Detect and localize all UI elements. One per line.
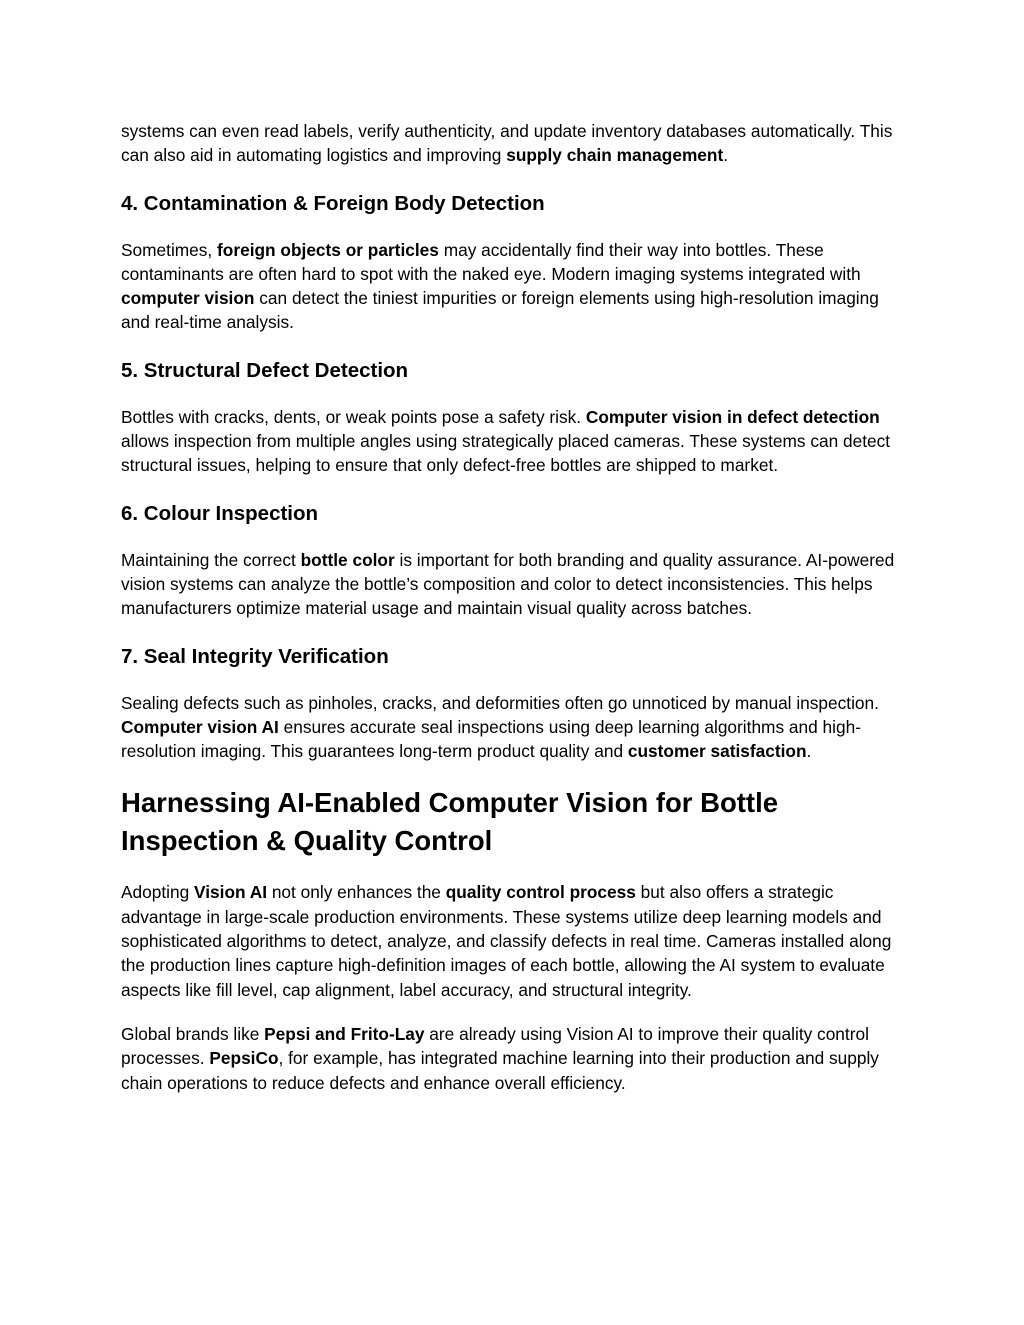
harnessing-paragraph-2: Global brands like Pepsi and Frito-Lay are already using Vision AI to improve their quality control processes. PepsiCo, for example, has integrated machine learning into their production and supply chain operations to reduce defects and enhance overall efficiency. — [121, 1023, 879, 1093]
section-paragraph-seal: Sealing defects such as pinholes, cracks, and deformities often go unnoticed by manual inspection. Computer vision AI ensures accurate seal inspections using deep learning algorithms and high-resolution imaging. This guarantees long-term product quality and customer satisfaction. — [121, 692, 879, 762]
bold-phrase: Vision AI — [194, 882, 268, 903]
bold-phrase: Computer vision in defect detection — [585, 406, 880, 427]
bold-phrase: foreign objects or particles — [217, 239, 439, 260]
section-paragraph-colour: Maintaining the correct bottle color is important for both branding and quality assurance. AI-powered vision systems can analyze the bottle’s composition and color to detect inconsistencies. This helps manufacturers optimize material usage and maintain visual quality across batches. — [121, 549, 895, 619]
section-heading-seal: 7. Seal Integrity Verification — [121, 644, 389, 668]
bold-phrase: supply chain management — [506, 145, 724, 166]
bold-phrase: Pepsi and Frito-Lay — [264, 1023, 425, 1044]
bold-phrase: computer vision — [121, 288, 255, 309]
intro-paragraph: systems can even read labels, verify authenticity, and update inventory databases automatically. This can also aid in automating logistics and improving supply chain management. — [121, 121, 893, 166]
harnessing-paragraph-1: Adopting Vision AI not only enhances the quality control process but also offers a strategic advantage in large-scale production environments. These systems utilize deep learning models and sophisticated algorithms to detect, analyze, and classify defects in real time. Cameras installed along the production lines capture high-definition images of each bottle, allowing the AI system to evaluate aspects like fill level, cap alignment, label accuracy, and structural integrity. — [121, 882, 892, 1000]
bold-phrase: bottle color — [300, 549, 395, 570]
document-page — [121, 119, 911, 1095]
section-paragraph-structural: Bottles with cracks, dents, or weak points pose a safety risk. Computer vision in defect detection allows inspection from multiple angles using strategically placed cameras. These systems can detect structural issues, helping to ensure that only defect-free bottles are shipped to market. — [121, 406, 891, 476]
bold-phrase: quality control process — [445, 882, 636, 903]
section-heading-structural: 5. Structural Defect Detection — [121, 358, 409, 382]
section-paragraph-contamination: Sometimes, foreign objects or particles may accidentally find their way into bottles. These contaminants are often hard to spot with the naked eye. Modern imaging systems integrated with computer vision can detect the tiniest impurities or foreign elements using high-resolution imaging and real-time analysis. — [121, 239, 879, 333]
bold-phrase: Computer vision AI — [121, 716, 279, 737]
main-heading-harnessing: Harnessing AI-Enabled Computer Vision for Bottle Inspection & Quality Control — [121, 787, 779, 856]
section-heading-colour: 6. Colour Inspection — [121, 501, 319, 525]
bold-phrase: PepsiCo — [209, 1048, 279, 1069]
bold-phrase: customer satisfaction — [627, 741, 807, 762]
section-heading-contamination: 4. Contamination & Foreign Body Detection — [121, 191, 545, 215]
